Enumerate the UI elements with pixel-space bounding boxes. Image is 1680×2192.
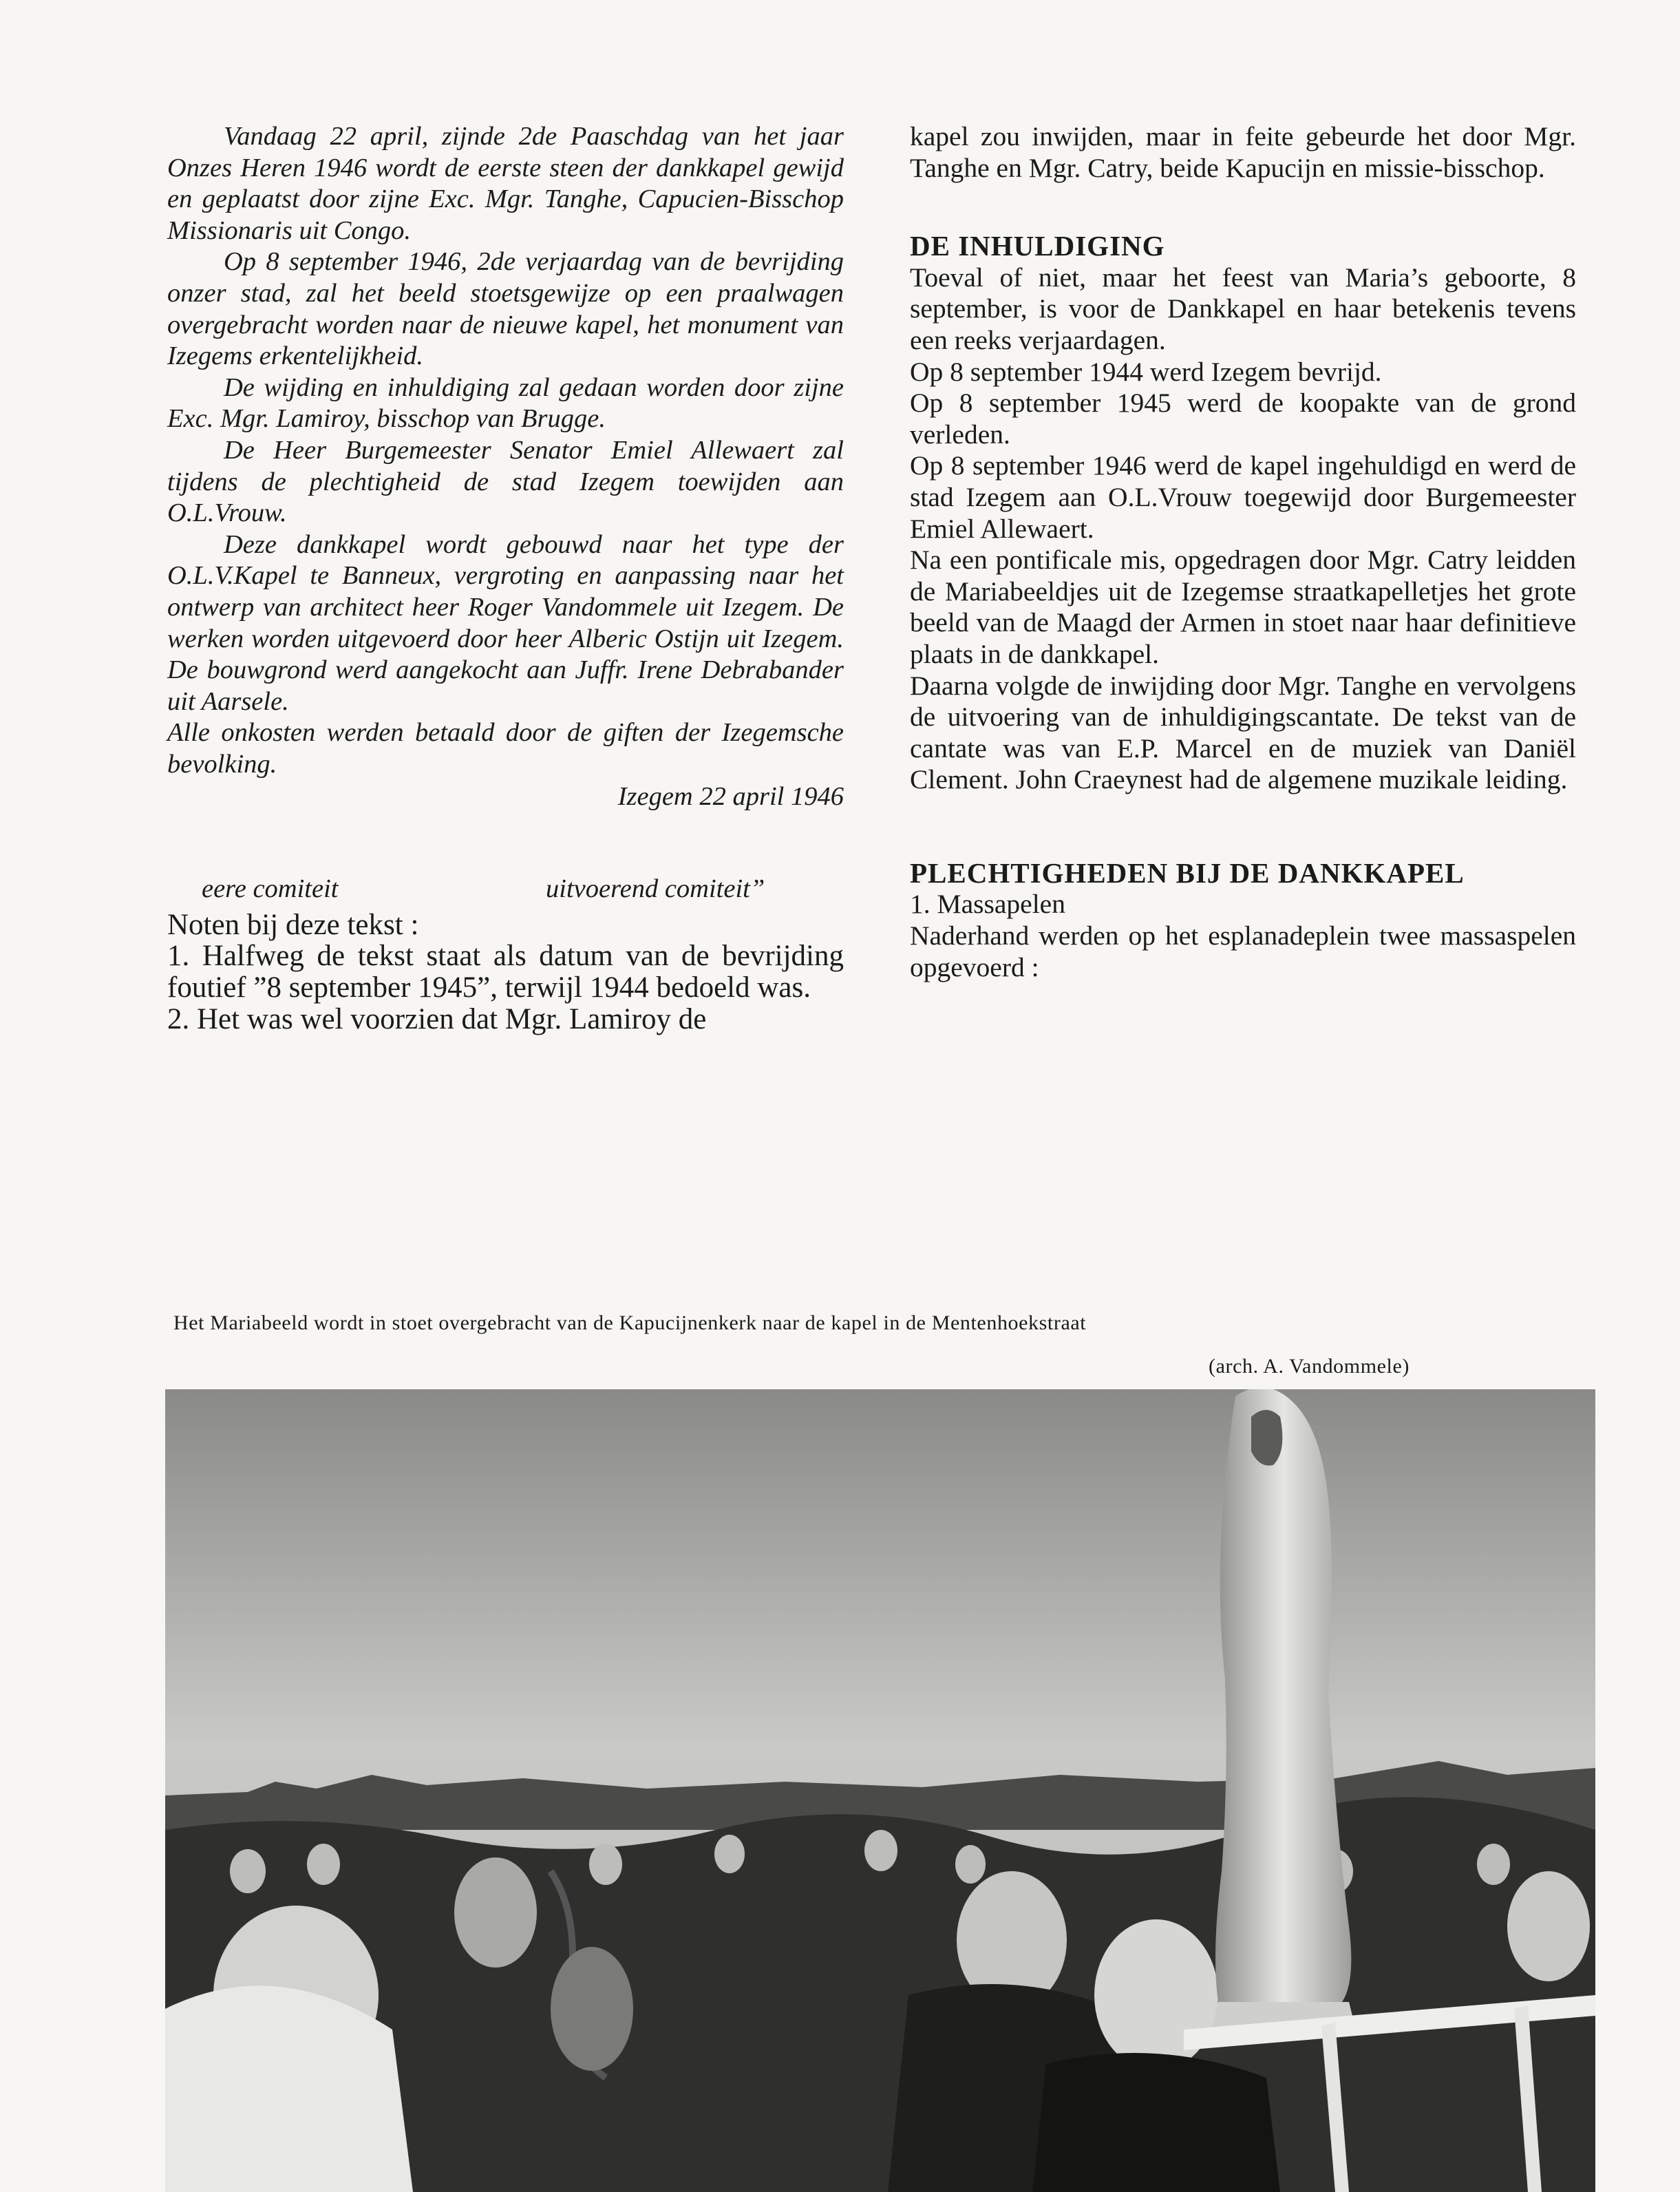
quote-signature: Izegem 22 april 1946 bbox=[617, 782, 844, 812]
committees bbox=[202, 874, 844, 905]
subheading-massaspelen: 1. Massapelen bbox=[910, 889, 1065, 920]
section-heading-inhuldiging: DE INHULDIGING bbox=[910, 230, 1165, 262]
note-2-continued: kapel zou inwijden, maar in feite gebeurde het door Mgr. Tanghe en Mgr. Catry, beide Kapucijn en missie-bisschop. bbox=[910, 121, 1576, 183]
photo-caption: Het Mariabeeld wordt in stoet overgebracht van de Kapucijnenkerk naar de kapel in de Mentenhoekstraat bbox=[173, 1311, 1087, 1334]
committee-honorary: eere comiteit bbox=[202, 874, 339, 904]
body-paragraph: Op 8 september 1946 werd de kapel ingehuldigd en werd de stad Izegem aan O.L.Vrouw toegewijd door Burgemeester Emiel Allewaert. bbox=[910, 450, 1576, 544]
photo-credit: (arch. A. Vandommele) bbox=[1209, 1355, 1410, 1378]
right-column bbox=[910, 121, 1576, 983]
committee-executive: uitvoerend comiteit” bbox=[546, 874, 765, 904]
quote-paragraph: Deze dankkapel wordt gebouwd naar het type der O.L.V.Kapel te Banneux, vergroting en aanpassing naar het ontwerp van architect heer Roger Vandommele uit Izegem. De werken worden uitgevoerd door heer Alberic Ostijn uit Izegem. De bouwgrond werd aangekocht aan Juffr. Irene Debrabander uit Aarsele. bbox=[167, 529, 844, 716]
body-paragraph: Naderhand werden op het esplanadeplein twee massaspelen opgevoerd : bbox=[910, 920, 1576, 982]
procession-photograph bbox=[165, 1389, 1595, 2192]
quote-paragraph: Vandaag 22 april, zijnde 2de Paaschdag van het jaar Onzes Heren 1946 wordt de eerste steen der dankkapel gewijd en geplaatst door zijne Exc. Mgr. Tanghe, Capucien-Bisschop Missionaris uit Congo. bbox=[167, 122, 844, 245]
body-paragraph: Op 8 september 1944 werd Izegem bevrijd. bbox=[910, 356, 1382, 387]
section-heading-plechtigheden: PLECHTIGHEDEN BIJ DE DANKKAPEL bbox=[910, 856, 1465, 889]
left-column bbox=[167, 121, 844, 1035]
quote-paragraph: De Heer Burgemeester Senator Emiel Allewaert zal tijdens de plechtigheid de stad Izegem toewijden aan O.L.Vrouw. bbox=[167, 435, 844, 528]
body-paragraph: Na een pontificale mis, opgedragen door Mgr. Catry leidden de Mariabeeldjes uit de Izegemse straatkapelletjes het grote beeld van de Maagd der Armen in stoet naar haar definitieve plaats in de dankkapel. bbox=[910, 545, 1576, 669]
note-1: 1. Halfweg de tekst staat als datum van de bevrijding foutief ”8 september 1945”, terwijl 1944 bedoeld was. bbox=[167, 940, 844, 1004]
body-paragraph: Daarna volgde de inwijding door Mgr. Tanghe en vervolgens de uitvoering van de inhuldigingscantate. De tekst van de cantate was van E.P. Marcel en de muziek van Daniël Clement. John Craeynest had de algemene muzikale leiding. bbox=[910, 670, 1576, 795]
quote-paragraph: Op 8 september 1946, 2de verjaardag van de bevrijding onzer stad, zal het beeld stoetsgewijze op een praalwagen overgebracht worden naar de nieuwe kapel, het monument van Izegems erkentelijkheid. bbox=[167, 247, 844, 371]
quote-paragraph: Alle onkosten werden betaald door de giften der Izegemsche bevolking. bbox=[167, 718, 844, 779]
body-paragraph: Toeval of niet, maar het feest van Maria’s geboorte, 8 september, is voor de Dankkapel en haar betekenis tevens een reeks verjaardagen. bbox=[910, 262, 1576, 355]
notes-title: Noten bij deze tekst : bbox=[167, 908, 419, 941]
quoted-announcement bbox=[167, 121, 844, 813]
body-paragraph: Op 8 september 1945 werd de koopakte van de grond verleden. bbox=[910, 388, 1576, 450]
note-2: 2. Het was wel voorzien dat Mgr. Lamiroy de bbox=[167, 1003, 707, 1036]
photo-illustration bbox=[165, 1389, 1595, 2192]
quote-paragraph: De wijding en inhuldiging zal gedaan worden door zijne Exc. Mgr. Lamiroy, bisschop van Brugge. bbox=[167, 372, 844, 434]
